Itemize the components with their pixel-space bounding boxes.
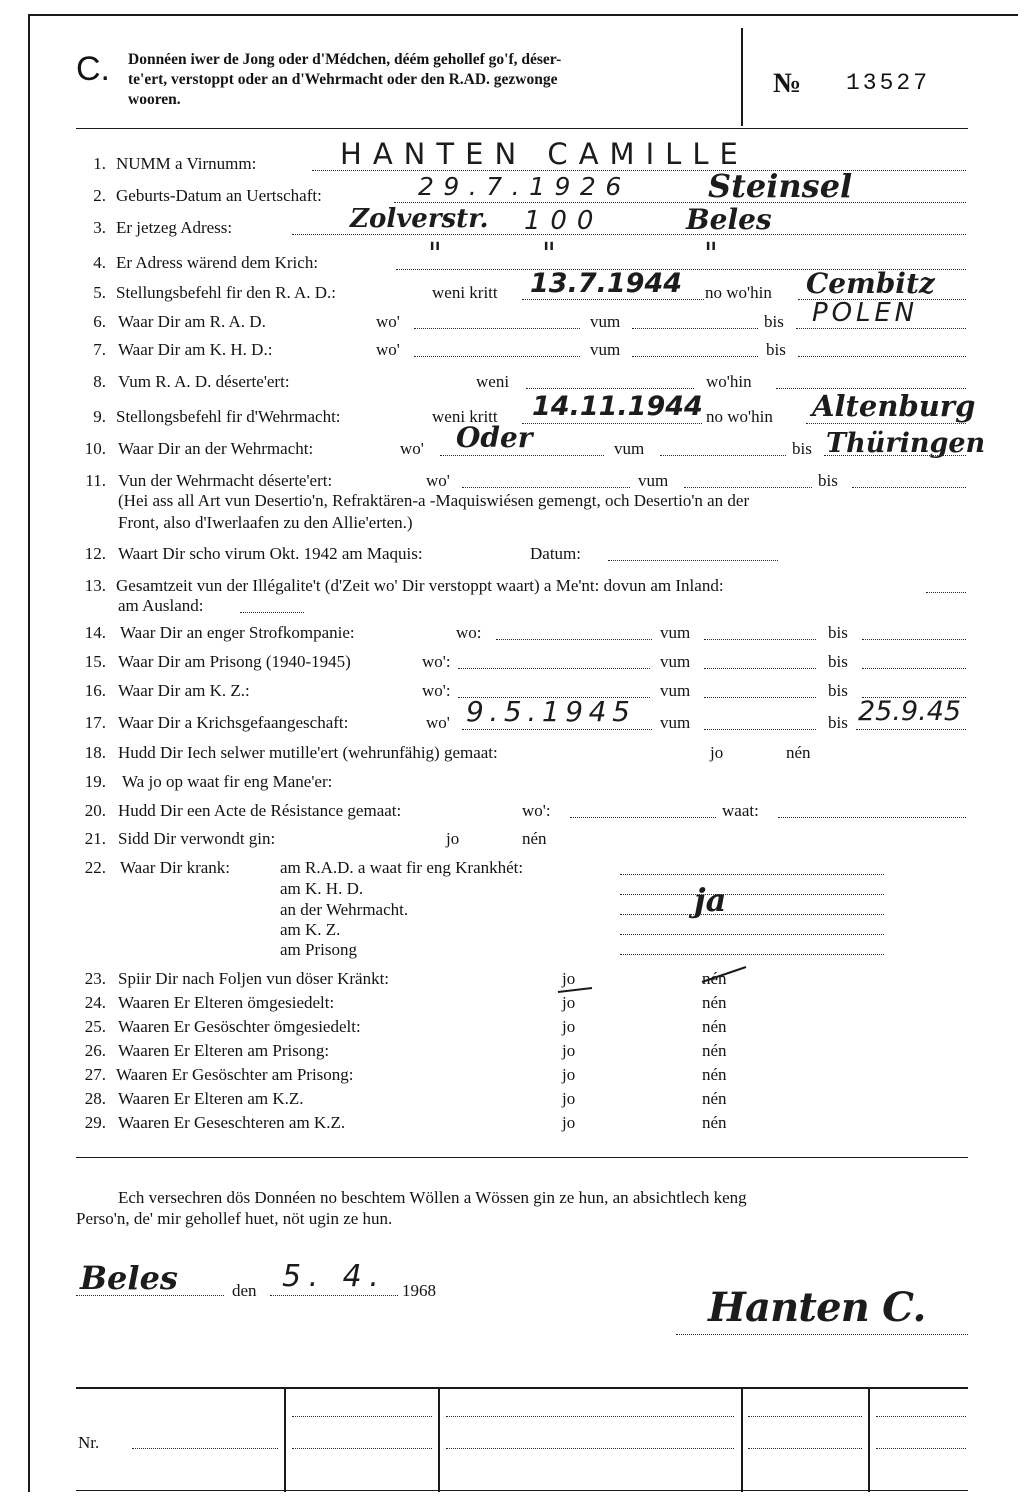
number-symbol: № <box>773 68 802 99</box>
questions-rule <box>76 1157 968 1158</box>
field-10-vum-line <box>660 455 786 456</box>
field-18-label: Hudd Dir Iech selwer mutille'ert (wehrunfähig) gemaat: <box>118 743 498 762</box>
question-nen[interactable]: nén <box>702 1065 727 1084</box>
answer-strike-mark <box>698 964 750 986</box>
question-text: Waaren Er Elteren am Prisong: <box>118 1041 330 1060</box>
field-20-label: Hudd Dir een Acte de Résistance gemaat: <box>118 801 402 820</box>
box3-line-2 <box>446 1448 734 1449</box>
field-22-prisong-line <box>620 954 884 955</box>
den-label: den <box>232 1281 257 1300</box>
field-5-when-line <box>522 299 704 300</box>
question-jo[interactable]: jo <box>562 1089 576 1108</box>
field-20-number: 20. <box>84 801 106 820</box>
field-10-vum: vum <box>614 439 645 458</box>
field-15-vum: vum <box>660 652 691 671</box>
field-21-label: Sidd Dir verwondt gin: <box>118 829 276 848</box>
field-10-wo: wo' <box>400 439 424 458</box>
field-9-number: 9. <box>93 407 106 426</box>
question-jo[interactable]: jo <box>562 1017 576 1036</box>
field-22-khd-line <box>620 894 884 895</box>
field-20-waat-line <box>778 817 966 818</box>
signing-date-value[interactable]: 5. 4. <box>282 1259 387 1294</box>
rad-order-date-value[interactable]: 13.7.1944 <box>530 268 683 299</box>
box2-line-2 <box>292 1448 432 1449</box>
field-13-label: Gesamtzeit vun der Illégalite't (d'Zeit wo' Dir verstoppt waart) a Me'nt: dovun am Inland: <box>116 576 724 595</box>
field-18-number: 18. <box>84 743 106 762</box>
wehrmacht-where-value[interactable]: Oder <box>456 421 533 454</box>
field-15-vum-line <box>704 668 816 669</box>
field-20-wo-line <box>570 817 716 818</box>
field-16-vum: vum <box>660 681 691 700</box>
field-10-number: 10. <box>84 439 106 458</box>
field-19-number: 19. <box>84 772 106 791</box>
field-6-vum: vum <box>590 312 621 331</box>
date-line <box>270 1295 398 1296</box>
document-number: 13527 <box>846 70 931 96</box>
field-18-jo[interactable]: jo <box>710 743 724 762</box>
field-6-wo: wo' <box>376 312 400 331</box>
field-3-number: 3. <box>93 218 106 237</box>
field-9-where-label: no wo'hin <box>706 407 773 426</box>
field-20-wo: wo': <box>522 801 551 820</box>
war-address-ditto-1[interactable]: " <box>428 237 442 272</box>
field-7-label: Waar Dir am K. H. D.: <box>118 340 273 359</box>
question-number: 27. <box>84 1065 106 1084</box>
field-7-wo: wo' <box>376 340 400 359</box>
field-11-bis: bis <box>818 471 838 490</box>
question-number: 29. <box>84 1113 106 1132</box>
field-9-label: Stellongsbefehl fir d'Wehrmacht: <box>116 407 341 426</box>
field-1-number: 1. <box>93 154 106 173</box>
question-text: Waaren Er Elteren ömgesiedelt: <box>118 993 335 1012</box>
signature-line <box>676 1334 968 1335</box>
question-jo[interactable]: jo <box>562 993 576 1012</box>
footer-rule-bottom <box>76 1490 968 1491</box>
field-2-label: Geburts-Datum an Uertschaft: <box>116 186 322 205</box>
field-5-label: Stellungsbefehl fir den R. A. D.: <box>116 283 337 302</box>
field-16-label: Waar Dir am K. Z.: <box>118 681 250 700</box>
address-street-value[interactable]: Zolverstr. <box>350 204 489 234</box>
footer-divider-4 <box>868 1387 870 1492</box>
field-11-note-1: (Hei ass all Art vun Desertio'n, Refraktären-a -Maquiswiésen gemengt, och Desertio'n an der <box>118 491 750 510</box>
field-17-vum: vum <box>660 713 691 732</box>
field-21-jo[interactable]: jo <box>446 829 460 848</box>
field-16-wo: wo': <box>422 681 451 700</box>
field-14-vum-line <box>704 639 816 640</box>
field-6-wo-line <box>414 328 580 329</box>
field-14-label: Waar Dir an enger Strofkompanie: <box>120 623 355 642</box>
war-address-ditto-2[interactable]: " <box>542 237 556 272</box>
box5-line-2 <box>876 1448 966 1449</box>
field-11-bis-line <box>852 487 966 488</box>
field-9-when-label: weni kritt <box>432 407 498 426</box>
field-10-wo-line <box>440 455 604 456</box>
wehrmacht-order-date-value[interactable]: 14.11.1944 <box>532 391 703 422</box>
section-letter: C. <box>76 50 110 88</box>
field-8-weni: weni <box>476 372 510 391</box>
field-17-wo-line <box>462 729 652 730</box>
field-16-vum-line <box>704 697 816 698</box>
field-10-label: Waar Dir an der Wehrmacht: <box>118 439 314 458</box>
birth-place-value[interactable]: Steinsel <box>708 167 853 205</box>
field-12-datum-line <box>608 560 778 561</box>
field-6-label: Waar Dir am R. A. D. <box>118 312 266 331</box>
question-text: Waaren Er Geseschteren am K.Z. <box>118 1113 346 1132</box>
rad-order-place-value[interactable]: Cembitz <box>806 267 935 300</box>
question-nen[interactable]: nén <box>702 993 727 1012</box>
field-13-ausland-line <box>240 612 304 613</box>
declaration-line-1: Ech versechren dös Donnéen no beschtem Wöllen a Wössen gin ze hun, an absichtlech keng <box>118 1188 747 1207</box>
field-15-wo-line <box>458 668 650 669</box>
footer-divider-3 <box>741 1387 743 1492</box>
field-22-rad: am R.A.D. a waat fir eng Krankhét: <box>280 858 524 877</box>
declaration-line-2: Perso'n, de' mir gehollef huet, nöt ugin ze hun. <box>76 1209 393 1228</box>
header-line-3: wooren. <box>128 91 181 108</box>
field-17-vum-line <box>704 729 816 730</box>
footer-divider-1 <box>284 1387 286 1492</box>
year-label: 1968 <box>402 1281 436 1300</box>
field-8-number: 8. <box>93 372 106 391</box>
field-7-wo-line <box>414 356 580 357</box>
field-14-wo-line <box>496 639 652 640</box>
field-22-khd: am K. H. D. <box>280 879 364 898</box>
box4-line-1 <box>748 1416 862 1417</box>
signature-value[interactable]: Hanten C. <box>708 1284 926 1331</box>
question-jo[interactable]: jo <box>562 1113 576 1132</box>
field-9-where-line <box>806 423 966 424</box>
field-6-number: 6. <box>93 312 106 331</box>
question-text: Waaren Er Gesöschter am Prisong: <box>116 1065 354 1084</box>
header-rule <box>76 128 968 129</box>
field-5-when-label: weni kritt <box>432 283 498 302</box>
field-21-nen[interactable]: nén <box>522 829 547 848</box>
field-4-number: 4. <box>93 253 106 272</box>
question-nen[interactable]: nén <box>702 1017 727 1036</box>
field-4-label: Er Adress wärend dem Krich: <box>116 253 319 272</box>
question-text: Waaren Er Gesöschter ömgesiedelt: <box>118 1017 361 1036</box>
field-2-number: 2. <box>93 186 106 205</box>
question-text: Spiir Dir nach Foljen vun döser Kränkt: <box>118 969 390 988</box>
field-10-bis: bis <box>792 439 812 458</box>
field-3-label: Er jetzeg Adress: <box>116 218 233 237</box>
field-14-vum: vum <box>660 623 691 642</box>
field-22-wehrmacht: an der Wehrmacht. <box>280 900 409 919</box>
footer-divider-2 <box>438 1387 440 1492</box>
box2-line-1 <box>292 1416 432 1417</box>
address-house-value[interactable]: 100 <box>524 206 604 236</box>
field-15-label: Waar Dir am Prisong (1940-1945) <box>118 652 351 671</box>
question-number: 23. <box>84 969 106 988</box>
field-11-label: Vun der Wehrmacht déserte'ert: <box>118 471 333 490</box>
field-5-where-label: no wo'hin <box>705 283 772 302</box>
rad-until-value[interactable]: POLEN <box>812 298 919 328</box>
question-number: 25. <box>84 1017 106 1036</box>
field-17-number: 17. <box>84 713 106 732</box>
field-8-wohin: wo'hin <box>706 372 752 391</box>
field-5-number: 5. <box>93 283 106 302</box>
question-text: Waaren Er Elteren am K.Z. <box>118 1089 304 1108</box>
field-20-waat: waat: <box>722 801 759 820</box>
question-number: 28. <box>84 1089 106 1108</box>
field-22-number: 22. <box>84 858 106 877</box>
field-22-kz: am K. Z. <box>280 920 341 939</box>
field-1-label: NUMM a Virnumm: <box>116 154 257 173</box>
wehrmacht-order-place-value[interactable]: Altenburg <box>812 389 976 423</box>
field-17-bis: bis <box>828 713 848 732</box>
field-14-bis-line <box>862 639 966 640</box>
captivity-until-value[interactable]: 25.9.45 <box>858 696 962 727</box>
field-16-number: 16. <box>84 681 106 700</box>
field-11-wo: wo' <box>426 471 450 490</box>
field-14-wo: wo: <box>456 623 482 642</box>
footer-rule-top <box>76 1387 968 1389</box>
field-6-vum-line <box>632 328 758 329</box>
field-3-line <box>292 234 966 235</box>
question-nen[interactable]: nén <box>702 1089 727 1108</box>
field-16-bis: bis <box>828 681 848 700</box>
field-7-bis-line <box>798 356 966 357</box>
field-15-bis-line <box>862 668 966 669</box>
field-13-ausland: am Ausland: <box>118 596 204 615</box>
nr-line <box>132 1448 278 1449</box>
field-7-vum-line <box>632 356 758 357</box>
war-address-ditto-3[interactable]: " <box>704 237 718 272</box>
field-8-label: Vum R. A. D. déserte'ert: <box>118 372 290 391</box>
question-nen[interactable]: nén <box>702 1113 727 1132</box>
name-value[interactable]: HANTEN CAMILLE <box>340 137 749 171</box>
field-19-label: Wa jo op waat fir eng Mane'er: <box>122 772 333 791</box>
field-6-bis-line <box>796 328 966 329</box>
field-8-weni-line <box>526 388 694 389</box>
field-18-nen[interactable]: nén <box>786 743 811 762</box>
field-11-wo-line <box>462 487 630 488</box>
illness-wehrmacht-value[interactable]: ja <box>694 881 727 919</box>
question-number: 26. <box>84 1041 106 1060</box>
field-11-note-2: Front, also d'Iwerlaafen zu den Allie'erten.) <box>118 513 413 532</box>
field-21-number: 21. <box>84 829 106 848</box>
box5-line-1 <box>876 1416 966 1417</box>
field-15-number: 15. <box>84 652 106 671</box>
question-jo[interactable]: jo <box>562 1041 576 1060</box>
field-15-bis: bis <box>828 652 848 671</box>
field-17-wo: wo' <box>426 713 450 732</box>
field-22-kz-line <box>620 934 884 935</box>
question-nen[interactable]: nén <box>702 969 727 988</box>
field-14-number: 14. <box>84 623 106 642</box>
box4-line-2 <box>748 1448 862 1449</box>
field-11-vum-line <box>684 487 812 488</box>
field-7-bis: bis <box>766 340 786 359</box>
field-22-rad-line <box>620 874 884 875</box>
header-divider <box>741 28 743 126</box>
header-line-1: Donnéen iwer de Jong oder d'Médchen, déém gehollef go'f, déser- <box>128 51 562 68</box>
header-line-2: te'ert, verstoppt oder an d'Wehrmacht oder den R.AD. gezwonge <box>128 71 558 88</box>
captivity-from-value[interactable]: 9.5.1945 <box>466 695 636 728</box>
field-13-inland-line <box>926 592 966 593</box>
field-11-number: 11. <box>85 471 106 490</box>
question-number: 24. <box>84 993 106 1012</box>
field-12-datum: Datum: <box>530 544 581 563</box>
field-17-bis-line <box>856 729 966 730</box>
wehrmacht-until-value[interactable]: Thüringen <box>826 428 986 459</box>
field-17-label: Waar Dir a Krichsgefaangeschaft: <box>118 713 349 732</box>
field-7-number: 7. <box>93 340 106 359</box>
field-14-bis: bis <box>828 623 848 642</box>
box3-line-1 <box>446 1416 734 1417</box>
field-12-number: 12. <box>84 544 106 563</box>
field-9-when-line <box>522 423 702 424</box>
field-11-vum: vum <box>638 471 669 490</box>
signing-place-value[interactable]: Beles <box>80 1259 178 1297</box>
field-2-line <box>394 202 966 203</box>
question-jo[interactable]: jo <box>562 1065 576 1084</box>
field-22-label: Waar Dir krank: <box>120 858 231 877</box>
field-15-wo: wo': <box>422 652 451 671</box>
nr-label: Nr. <box>78 1433 100 1452</box>
field-13-number: 13. <box>84 576 106 595</box>
address-city-value[interactable]: Beles <box>686 203 772 236</box>
field-22-wehrmacht-line <box>620 914 884 915</box>
field-12-label: Waart Dir scho virum Okt. 1942 am Maquis: <box>118 544 423 563</box>
field-7-vum: vum <box>590 340 621 359</box>
question-nen[interactable]: nén <box>702 1041 727 1060</box>
field-22-prisong: am Prisong <box>280 940 357 959</box>
birth-date-value[interactable]: 29.7.1926 <box>418 172 631 201</box>
field-6-bis: bis <box>764 312 784 331</box>
question-jo[interactable]: jo <box>562 969 576 988</box>
